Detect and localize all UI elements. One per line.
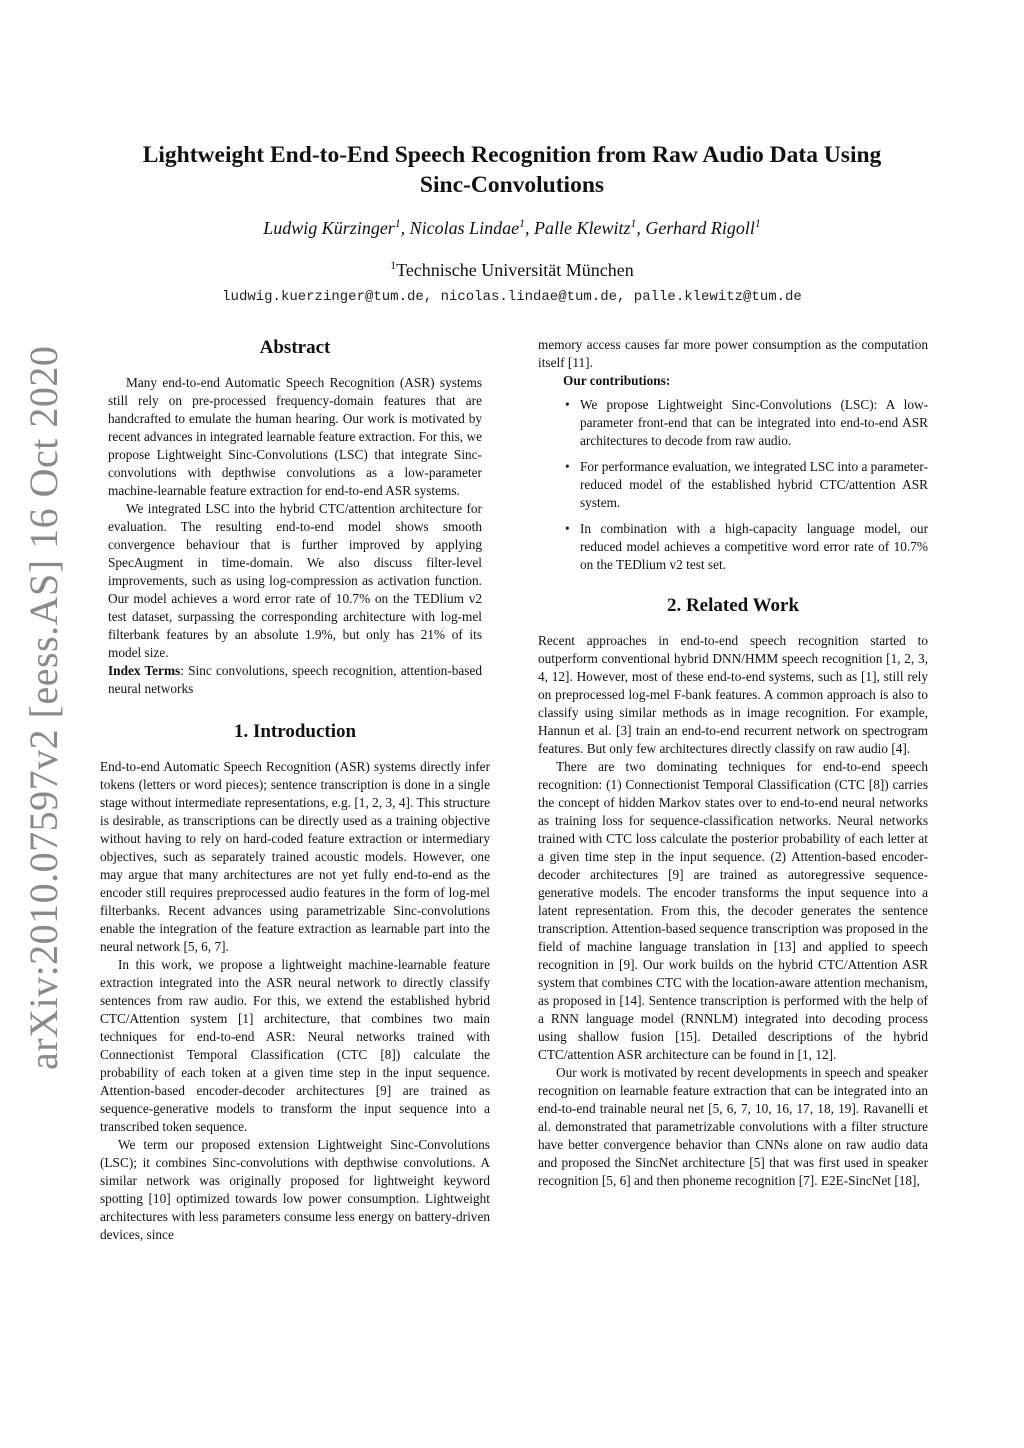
related-paragraph-1: Recent approaches in end-to-end speech recognition started to outperform conventional hybrid DNN/HMM speech recognition [1, 2, 3, 4, 12]. However, most of these end-to-end systems, such as [1], still rely on preprocessed log-mel F-bank features. A common approach is also to classify using similar methods as in image recognition. For example, Hannun et al. [3] train an end-to-end recurrent network on spectrogram features. But only few architectures directly classify on raw audio [4]. [538, 633, 928, 756]
bullet-icon: • [565, 521, 570, 536]
affiliation-mark: 1 [390, 259, 397, 272]
author-name: Nicolas Lindae [409, 218, 520, 238]
contributions-title: Our contributions: [563, 373, 671, 388]
arxiv-id: arXiv:2010.07597v2 [eess.AS] 16 Oct 2020 [21, 345, 66, 1070]
author-name: Ludwig Kürzinger [263, 218, 395, 238]
related-work-heading: 2. Related Work [666, 595, 800, 616]
abstract-paragraph-1: Many end-to-end Automatic Speech Recognition (ASR) systems still rely on pre-processed frequency-domain features that are handcrafted to emulate the human hearing. Our work is motivated by recent advances in integrated learnable feature extraction. For this, we propose Lightweight Sinc-Convolutions (LSC) that integrate Sinc-convolutions with depthwise convolutions as a low-parameter machine-learnable feature extraction for end-to-end ASR systems. [108, 375, 482, 498]
author-separator: , [400, 218, 410, 238]
affiliation [100, 260, 924, 281]
list-item [565, 520, 928, 574]
title-line-1: Lightweight End-to-End Speech Recognition from Raw Audio Data Using [142, 142, 882, 168]
affiliation-name: Technische Universität München [396, 260, 634, 280]
intro-paragraph-3: We term our proposed extension Lightweight Sinc-Convolutions (LSC); it combines Sinc-convolutions with depthwise convolutions. A similar network was originally proposed for lightweight keyword spotting [10] optimized towards low power consumption. Lightweight architectures with less parameters consume less energy on battery-driven devices, since [100, 1137, 490, 1242]
list-item-text: We propose Lightweight Sinc-Convolutions (LSC): A low-parameter front-end that can be integrated into end-to-end ASR architectures to decode from raw audio. [580, 397, 928, 448]
author-separator: , [525, 218, 535, 238]
list-item-text: In combination with a high-capacity language model, our reduced model achieves a competitive word error rate of 10.7% on the TEDlium v2 test set. [580, 521, 928, 572]
related-paragraph-2: There are two dominating techniques for end-to-end speech recognition: (1) Connectionist Temporal Classification (CTC [8]) carries the concept of hidden Markov states over to end-to-end neural networks as training loss for sequence-classification networks. Neural networks trained with CTC loss calculate the posterior probability of each letter at a given time step in the input sequence. (2) Attention-based encoder-decoder architectures [9] are trained as autoregressive sequence-generative models. The encoder transforms the input sequence into a latent representation. From this, the decoder generates the sentence transcription. Attention-based sequence transcription was proposed in the field of machine language translation in [13] and applied to speech recognition in [9]. Our work builds on the hybrid CTC/Attention ASR system that combines CTC with the location-aware attention mechanism, as proposed in [14]. Sentence transcription is performed with the help of a RNN language model (RNNLM) integrated into decoding process using shallow fusion [15]. Detailed descriptions of the hybrid CTC/attention ASR architecture can be found in [1, 12]. [538, 759, 928, 1062]
right-column [538, 336, 928, 1190]
author-affil-mark: 1 [394, 217, 401, 230]
index-terms-label: Index Terms [108, 663, 181, 678]
list-item-text: For performance evaluation, we integrated LSC into a parameter-reduced model of the established hybrid CTC/attention ASR system. [580, 459, 928, 510]
introduction-heading: 1. Introduction [233, 721, 357, 742]
author-affil-mark: 1 [754, 217, 761, 230]
author-affil-mark: 1 [519, 217, 526, 230]
list-item [565, 458, 928, 512]
bullet-icon: • [565, 459, 570, 474]
arxiv-stamp [0, 0, 66, 1070]
abstract-body [100, 374, 490, 698]
author-list [100, 218, 924, 239]
author-emails: ludwig.kuerzinger@tum.de, nicolas.lindae@tum.de, palle.klewitz@tum.de [222, 289, 802, 305]
continued-paragraph: memory access causes far more power consumption as the computation itself [11]. [538, 337, 928, 370]
index-terms-text: : Sinc convolutions, speech recognition, attention-based neural networks [108, 663, 483, 696]
author-affil-mark: 1 [630, 217, 637, 230]
title-line-2: Sinc-Convolutions [419, 172, 605, 198]
related-paragraph-3: Our work is motivated by recent developments in speech and speaker recognition on learnable feature extraction that can be integrated into an end-to-end trainable neural net [5, 6, 7, 10, 16, 17, 18, 19]. Ravanelli et al. demonstrated that parametrizable convolutions with a filter structure have better convergence behavior than CNNs alone on raw audio data and proposed the SincNet architecture [5] that was first used in speaker recognition [5, 6] and then phoneme recognition [7]. E2E-SincNet [18], [538, 1065, 928, 1188]
index-terms [100, 662, 490, 698]
author-separator: , [636, 218, 646, 238]
bullet-icon: • [565, 397, 570, 412]
author-name: Palle Klewitz [534, 218, 631, 238]
abstract-heading: Abstract [259, 337, 331, 358]
intro-paragraph-1: End-to-end Automatic Speech Recognition (ASR) systems directly infer tokens (letters or word pieces); sentence transcription is done in a single stage without intermediate representations, e.g. [1, 2, 3, 4]. This structure is desirable, as transcriptions can be directly used as a training objective without having to rely on hard-coded feature extraction or intermediary objectives, such as separately trained acoustic models. However, one may argue that many architectures are not yet fully end-to-end as the encoder still requires preprocessed audio features in the form of log-mel filterbanks. Recent advances using parametrizable Sinc-convolutions enable the integration of the feature extraction as learnable part into the neural network [5, 6, 7]. [100, 759, 490, 954]
left-column [100, 336, 490, 1244]
abstract-paragraph-2: We integrated LSC into the hybrid CTC/attention architecture for evaluation. The resulting end-to-end model shows smooth convergence behaviour that is further improved by applying SpecAugment in time-domain. We also discuss filter-level improvements, such as using log-compression as activation function. Our model achieves a word error rate of 10.7% on the TEDlium v2 test dataset, surpassing the corresponding architecture with log-mel filterbank features by an absolute 1.9%, but only has 21% of its model size. [108, 501, 482, 660]
paper-title [100, 140, 924, 200]
author-name: Gerhard Rigoll [645, 218, 755, 238]
contributions-list [538, 396, 928, 574]
intro-paragraph-2: In this work, we propose a lightweight machine-learnable feature extraction integrated into the ASR neural network to directly classify sentences from raw audio. For this, we extend the established hybrid CTC/Attention system [1] architecture, that combines two main techniques for end-to-end ASR: Neural networks trained with Connectionist Temporal Classification (CTC [8]) calculate the probability of each token at a given time step in the input sequence. Attention-based encoder-decoder architectures [9] are trained as sequence-generative models to transform the input sequence into a transcribed token sequence. [100, 957, 490, 1134]
list-item [565, 396, 928, 450]
